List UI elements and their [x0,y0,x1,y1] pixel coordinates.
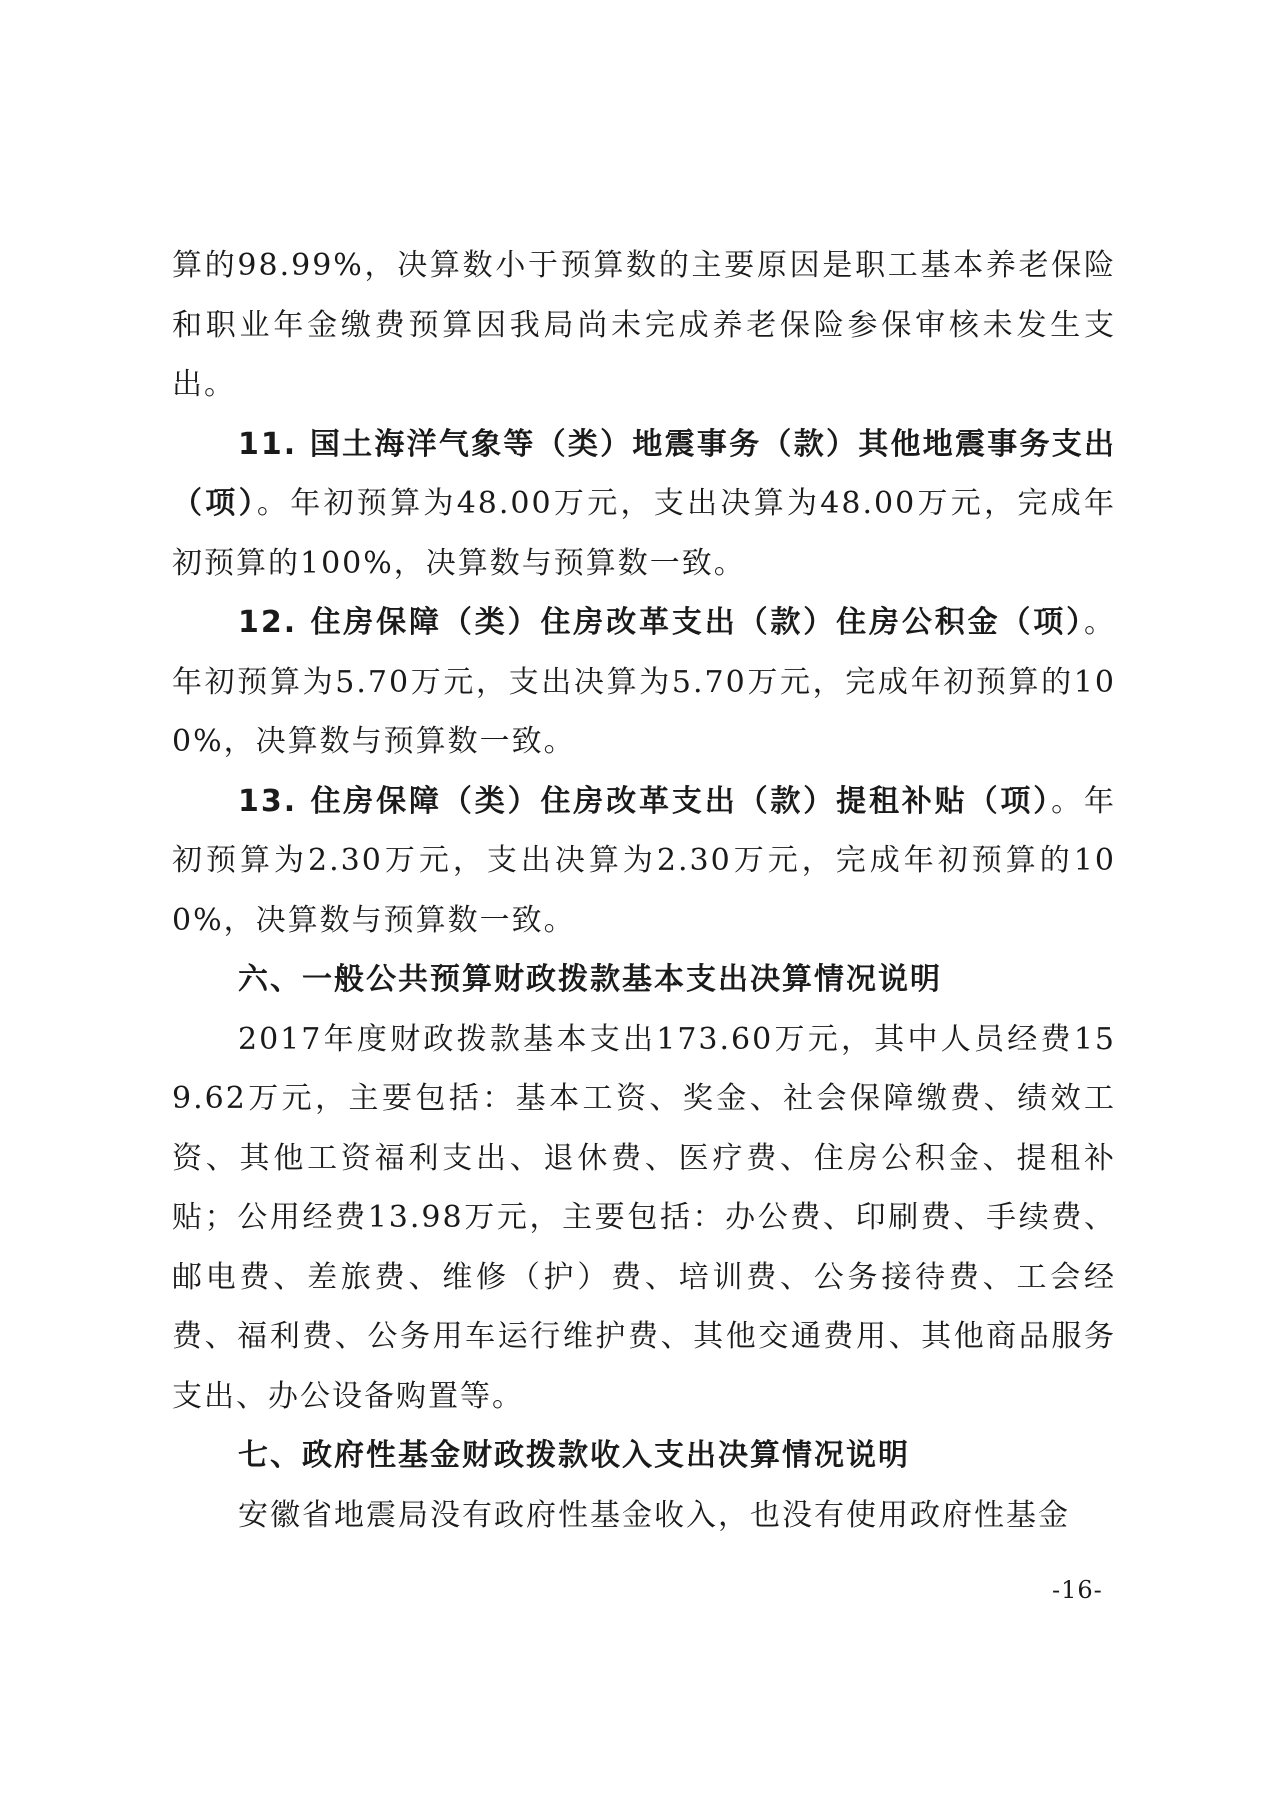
section-six-heading: 六、一般公共预算财政拨款基本支出决算情况说明 [238,962,942,997]
item-13-heading: 13. 住房保障（类）住房改革支出（款）提租补贴（项） [238,783,1052,819]
paragraph-item-12 [172,593,1116,772]
item-12-heading: 12. 住房保障（类）住房改革支出（款）住房公积金（项） [238,605,1084,640]
item-12-text: 。年初预算为5.70万元，支出决算为5.70万元，完成年初预算的100%，决算数与预算数一致。 [172,605,1116,759]
section-six-paragraph: 2017年度财政拨款基本支出173.60万元，其中人员经费159.62万元，主要包括：基本工资、奖金、社会保障缴费、绩效工资、其他工资福利支出、退休费、医疗费、住房公积金、提租补贴；公用经费13.98万元，主要包括：办公费、印刷费、手续费、邮电费、差旅费、维修（护）费、培训费、公务接待费、工会经费、福利费、公务用车运行维护费、其他交通费用、其他商品服务支出、办公设备购置等。 [172,1021,1116,1414]
paragraph-continuation [172,236,1116,415]
section-seven-heading: 七、政府性基金财政拨款收入支出决算情况说明 [238,1438,910,1473]
page-number: -16- [1052,1576,1103,1604]
item-11-heading: 11. 国土海洋气象等（类）地震事务（款）其他地震事务支出（项） [172,426,1116,521]
section-seven-paragraph: 安徽省地震局没有政府性基金收入，也没有使用政府性基金 [238,1497,1070,1533]
paragraph-text: 算的98.99%，决算数小于预算数的主要原因是职工基本养老保险和职业年金缴费预算因我局尚未完成养老保险参保审核未发生支出。 [172,248,1116,402]
body-text [172,236,1116,1545]
paragraph-item-11 [172,415,1116,594]
item-13-text: 。年初预算为2.30万元，支出决算为2.30万元，完成年初预算的100%，决算数与预算数一致。 [172,783,1116,938]
item-11-text: 。年初预算为48.00万元，支出决算为48.00万元，完成年初预算的100%，决算数与预算数一致。 [172,486,1116,581]
paragraph-item-13 [172,772,1116,951]
